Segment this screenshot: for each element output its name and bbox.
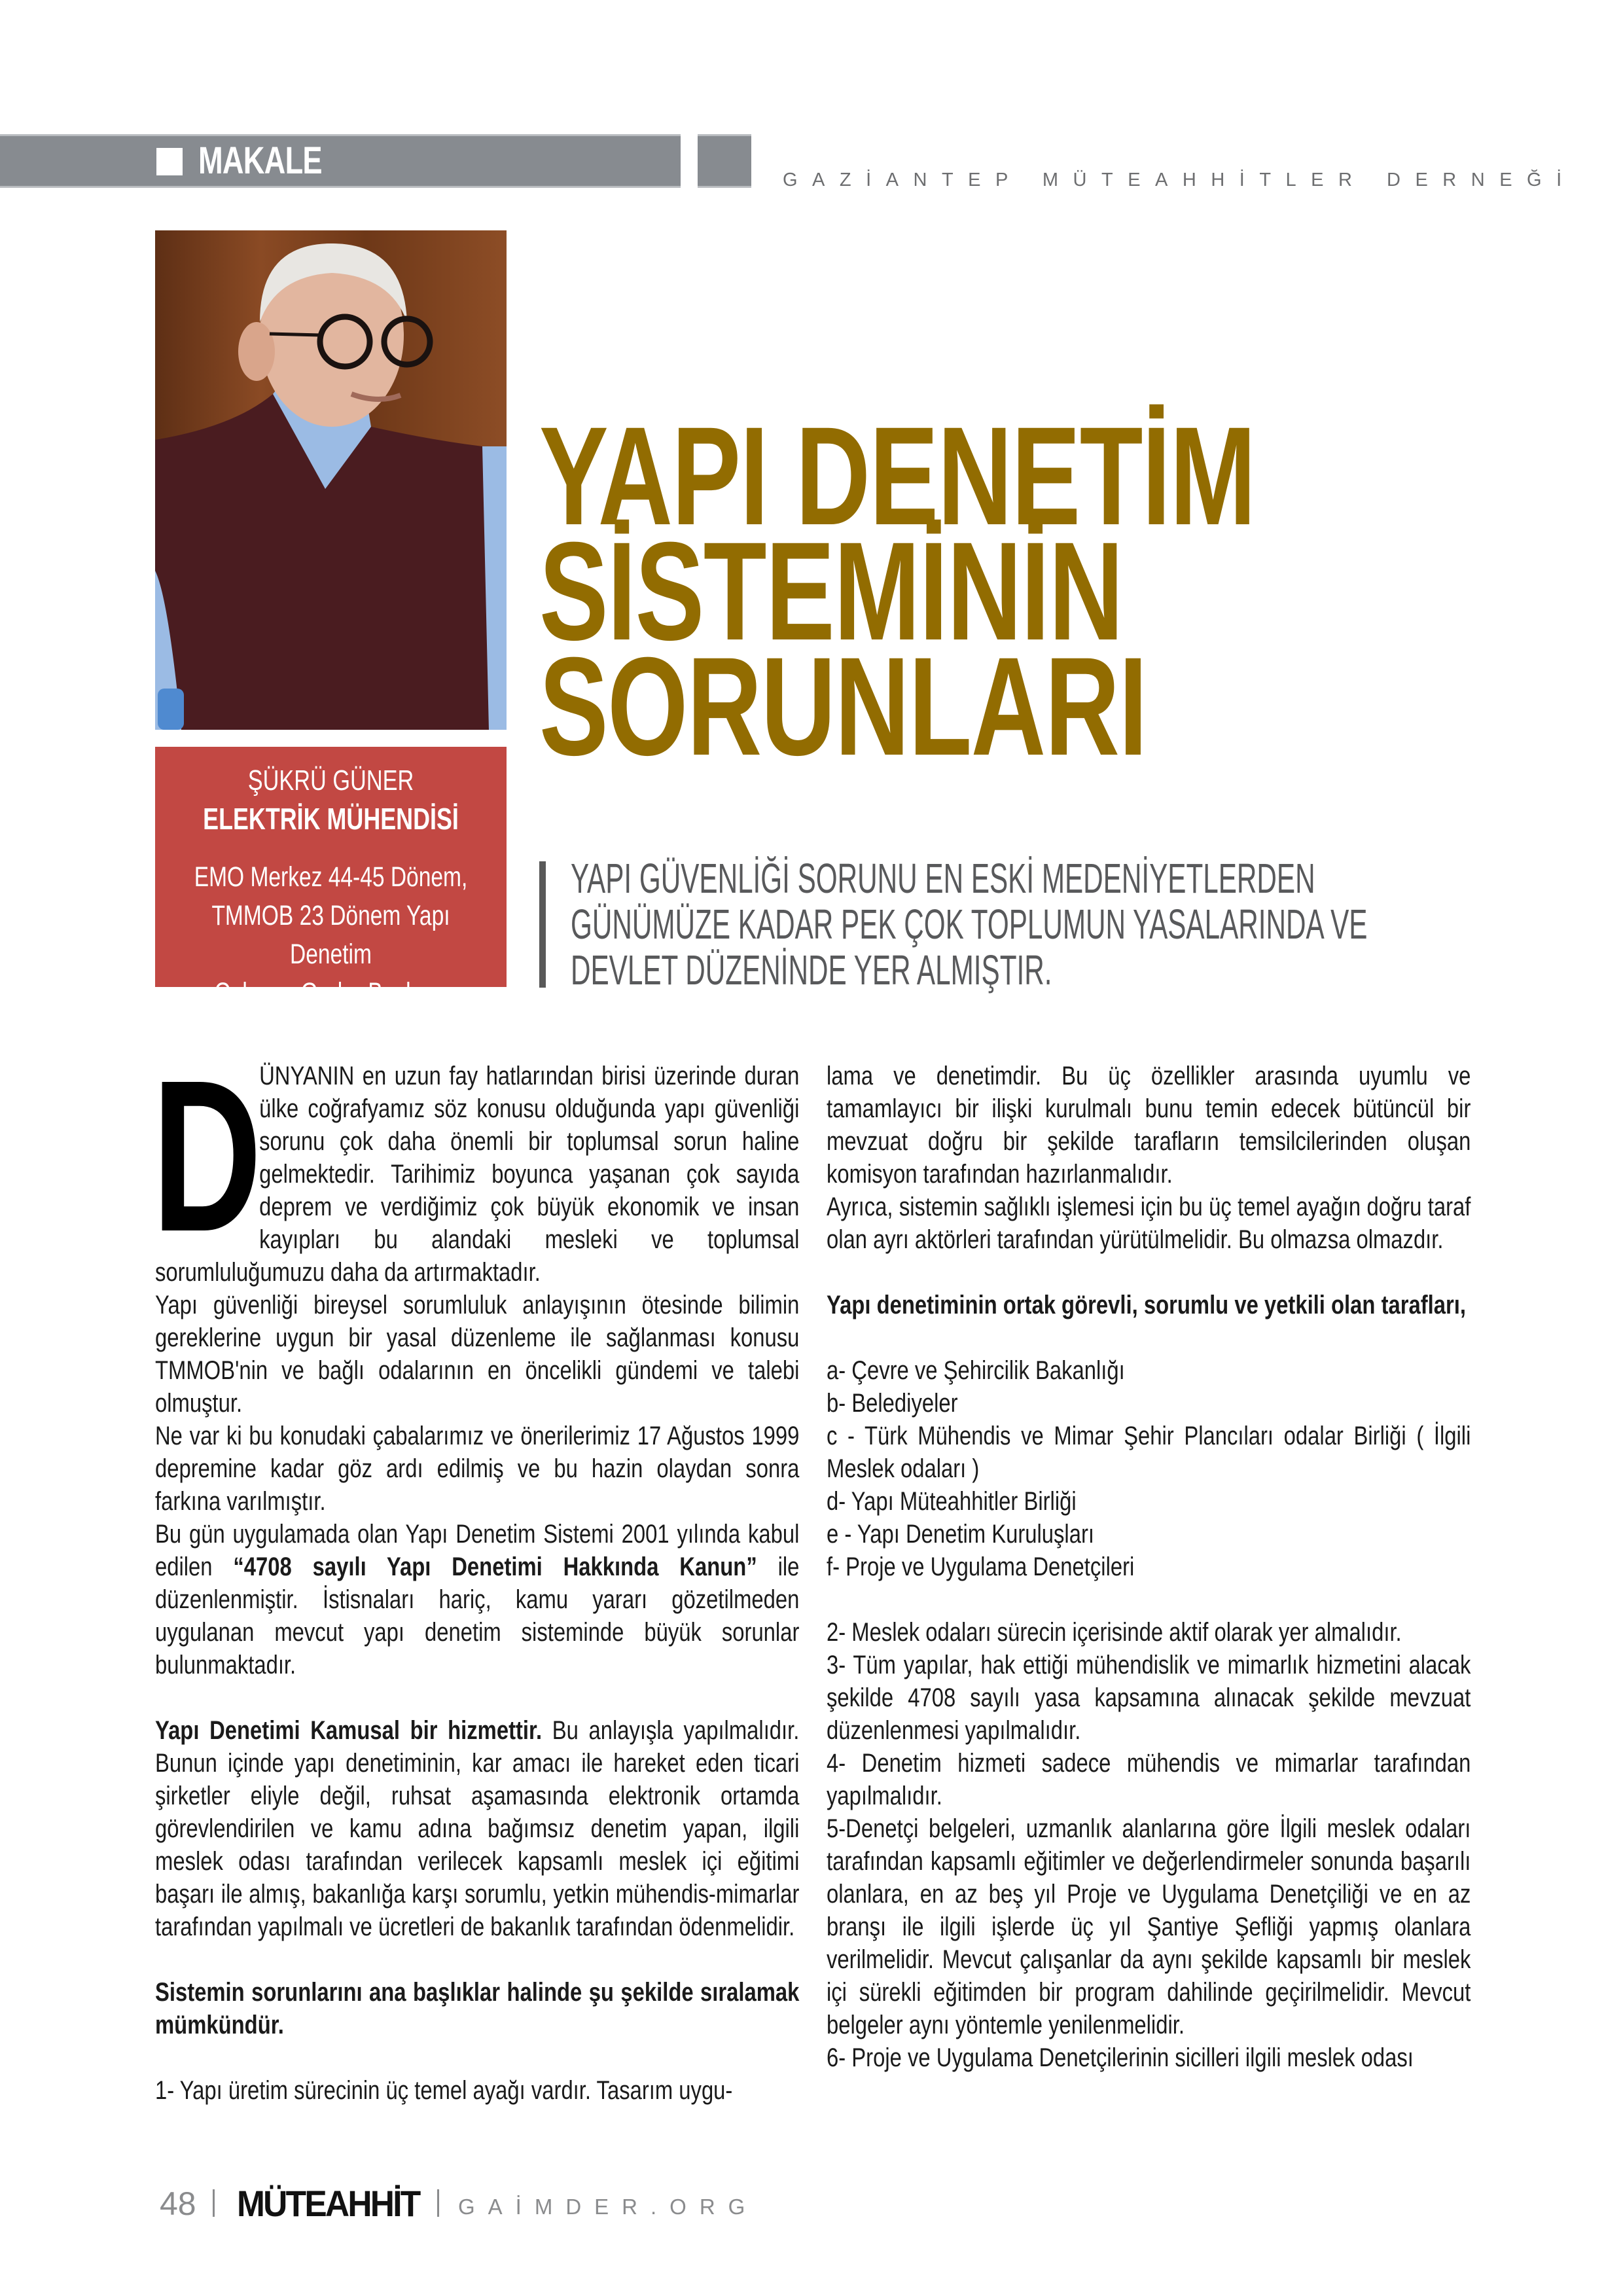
paragraph-text: Bu gün uygulamada olan Yapı Denetim Sistemi 2001 yılında kabul edilen [155,1520,800,1581]
water-bottle [158,689,184,730]
paragraph [155,1714,799,1943]
lead-line: GÜNÜMÜZE KADAR PEK ÇOK TOPLUMUN YASALARINDA VE [571,901,1368,948]
body-column-left [152,1035,800,2107]
paragraph: Ayrıca, sistemin sağlıklı işlemesi için bu üç temel ayağın doğru taraf olan ayrı aktörleri tarafından yürütülmelidir. Bu olmazsa olmazdır. [827,1193,1471,1254]
footer-divider [213,2189,215,2217]
ear [238,322,275,381]
subheading: Yapı denetiminin ortak görevli, sorumlu ve yetkili olan tarafları, [827,1291,1467,1319]
lead-accent-bar [539,861,546,988]
party-item: a- Çevre ve Şehircilik Bakanlığı [827,1356,1125,1385]
author-role-line: Çalışma Grubu Başkanı [214,977,448,1009]
right-column-text [827,1060,1471,2074]
list-item: 4- Denetim hizmeti sadece mühendis ve mimarlar tarafından yapılmalıdır. [827,1749,1471,1810]
party-item: f- Proje ve Uygulama Denetçileri [827,1552,1135,1581]
section-label: MAKALE [198,139,322,182]
lead-line: YAPI GÜVENLİĞİ SORUNU EN ESKİ MEDENİYETLERDEN [571,855,1315,902]
paragraph: Ne var ki bu konudaki çabalarımız ve önerilerimiz 17 Ağustos 1999 depremine kadar göz ardı edilmiş ve bu hazin olaydan sonra farkına varılmıştır. [155,1422,800,1516]
subheading: Sistemin sorunlarını ana başlıklar halinde şu şekilde sıralamak mümkündür. [155,1978,800,2039]
party-item: e - Yapı Denetim Kuruluşları [827,1520,1094,1549]
section-band-stub [698,134,751,188]
party-item: c - Türk Mühendis ve Mimar Şehir Plancıları odalar Birliği ( İlgili Meslek odaları ) [827,1422,1471,1483]
author-profession: ELEKTRİK MÜHENDİSİ [203,802,459,836]
headline-line: SORUNLARI [539,628,1147,785]
party-item: d- Yapı Müteahhitler Birliği [827,1487,1077,1516]
party-item: b- Belediyeler [827,1389,958,1418]
list-item: 3- Tüm yapılar, hak ettiği mühendislik ve mimarlık hizmetini alacak şekilde 4708 sayılı yasa kapsamına alınacak şekilde mevzuat düzenlenmesi yapılmalıdır. [827,1651,1471,1745]
footer-divider [437,2189,439,2217]
paragraph-text: ile düzenlenmiştir. İstisnaları hariç, kamu yararı gözetilmeden uygulanan mevcut yapı denetim sisteminde büyük sorunlar bulunmaktadır. [155,1552,800,1679]
paragraph-text: Bu anlayışla yapılmalıdır. Bunun içinde yapı denetiminin, kar amacı ile hareket eden ticari şirketler eliyle değil, ruhsat aşamasında elektronik ortamda görevlendirilen ve kamu adına bağımsız denetim yapan, ilgili meslek odası tarafından verilecek kapsamlı meslek içi eğitimi başarı ile almış, bakanlığa karşı sorumlu, yetkin mühendis-mimarlar tarafından yapılmalı ve ücretleri de bakanlık tarafından ödenmelidir. [155,1716,800,1941]
section-square-icon [156,148,183,175]
list-item-continued: lama ve denetimdir. Bu üç özellikler arasında uyumlu ve tamamlayıcı bir ilişki kurulmalı bunu temin edecek bütüncül bir mevzuat doğru bir şekilde tarafların temsilcilerinden oluşan komisyon tarafından hazırlanmalıdır. [827,1062,1471,1189]
left-column-text [152,1035,800,2107]
author-box [155,747,507,1009]
headline-line: SİSTEMİNİN [539,513,1123,670]
magazine-logo: MÜTEAHHİT [237,2183,419,2224]
paragraph: ÜNYANIN en uzun fay hatlarından birisi üzerinde duran ülke coğrafyamız söz konusu olduğunda yapı güvenliği sorunu çok daha önemli bir toplumsal sorun haline gelmektedir. Tarihimiz boyunca yaşanan çok sayıda deprem ve verdiğimiz çok büyük ekonomik ve insan kayıpları bu alandaki mesleki ve toplumsal sorumluluğumuzu daha da artırmaktadır. [155,1062,800,1287]
list-item: 2- Meslek odaları sürecin içerisinde aktif olarak yer almalıdır. [827,1618,1402,1647]
lead-line: DEVLET DÜZENİNDE YER ALMIŞTIR. [571,946,1052,994]
law-reference: “4708 sayılı Yapı Denetimi Hakkında Kanun” [233,1552,757,1581]
emphasis: Yapı Denetimi Kamusal bir hizmettir. [155,1716,543,1745]
author-role-line: TMMOB 23 Dönem Yapı Denetim [211,900,450,970]
article-headline [539,398,1255,785]
section-band [0,134,681,188]
paragraph [155,1518,799,1681]
glasses-arm [270,334,320,335]
portrait-illustration [155,230,507,730]
organization-name: GAZİANTEP MÜTEAHHİTLER DERNEĞİ [783,170,1577,190]
author-roles [173,858,488,1013]
body-column-right [827,1060,1471,2074]
author-photo [155,230,507,730]
page-number: 48 [160,2185,196,2222]
drop-cap: D [152,1035,262,1276]
list-item: 5-Denetçi belgeleri, uzmanlık alanlarına göre İlgili meslek odaları tarafından kapsamlı eğitimler ve değerlendirmeler sonunda başarılı olanlara, en az beş yıl Proje ve Uygulama Denetçiliği ve en az branşı ile ilgili işlerde üç yıl Şantiye Şefliği yapmış olanlara verilmelidir. Mevcut çalışanlar da aynı şekilde kapsamlı bir meslek içi sürekli eğitimden bir program dahilinde geçirilmelidir. Mevcut belgeler aynı yöntemle yenilenmelidir. [827,1814,1471,2039]
website-link[interactable]: GAİMDER.ORG [458,2195,758,2219]
author-role-line: EMO Merkez 44-45 Dönem, [194,861,468,893]
list-item: 6- Proje ve Uygulama Denetçilerinin sicilleri ilgili meslek odası [827,2043,1414,2072]
paragraph: Yapı güvenliği bireysel sorumluluk anlayışının ötesinde bilimin gereklerine uygun bir yasal düzenleme ile sağlanması konusu TMMOB'nin ve bağlı odalarının en öncelikli gündemi ve talebi olmuştur. [155,1291,800,1418]
headline-line: YAPI DENETİM [539,398,1255,554]
author-name: ŞÜKRÜ GÜNER [247,764,414,797]
article-lead [571,855,1367,993]
list-item: 1- Yapı üretim sürecinin üç temel ayağı vardır. Tasarım uygu- [155,2076,733,2105]
